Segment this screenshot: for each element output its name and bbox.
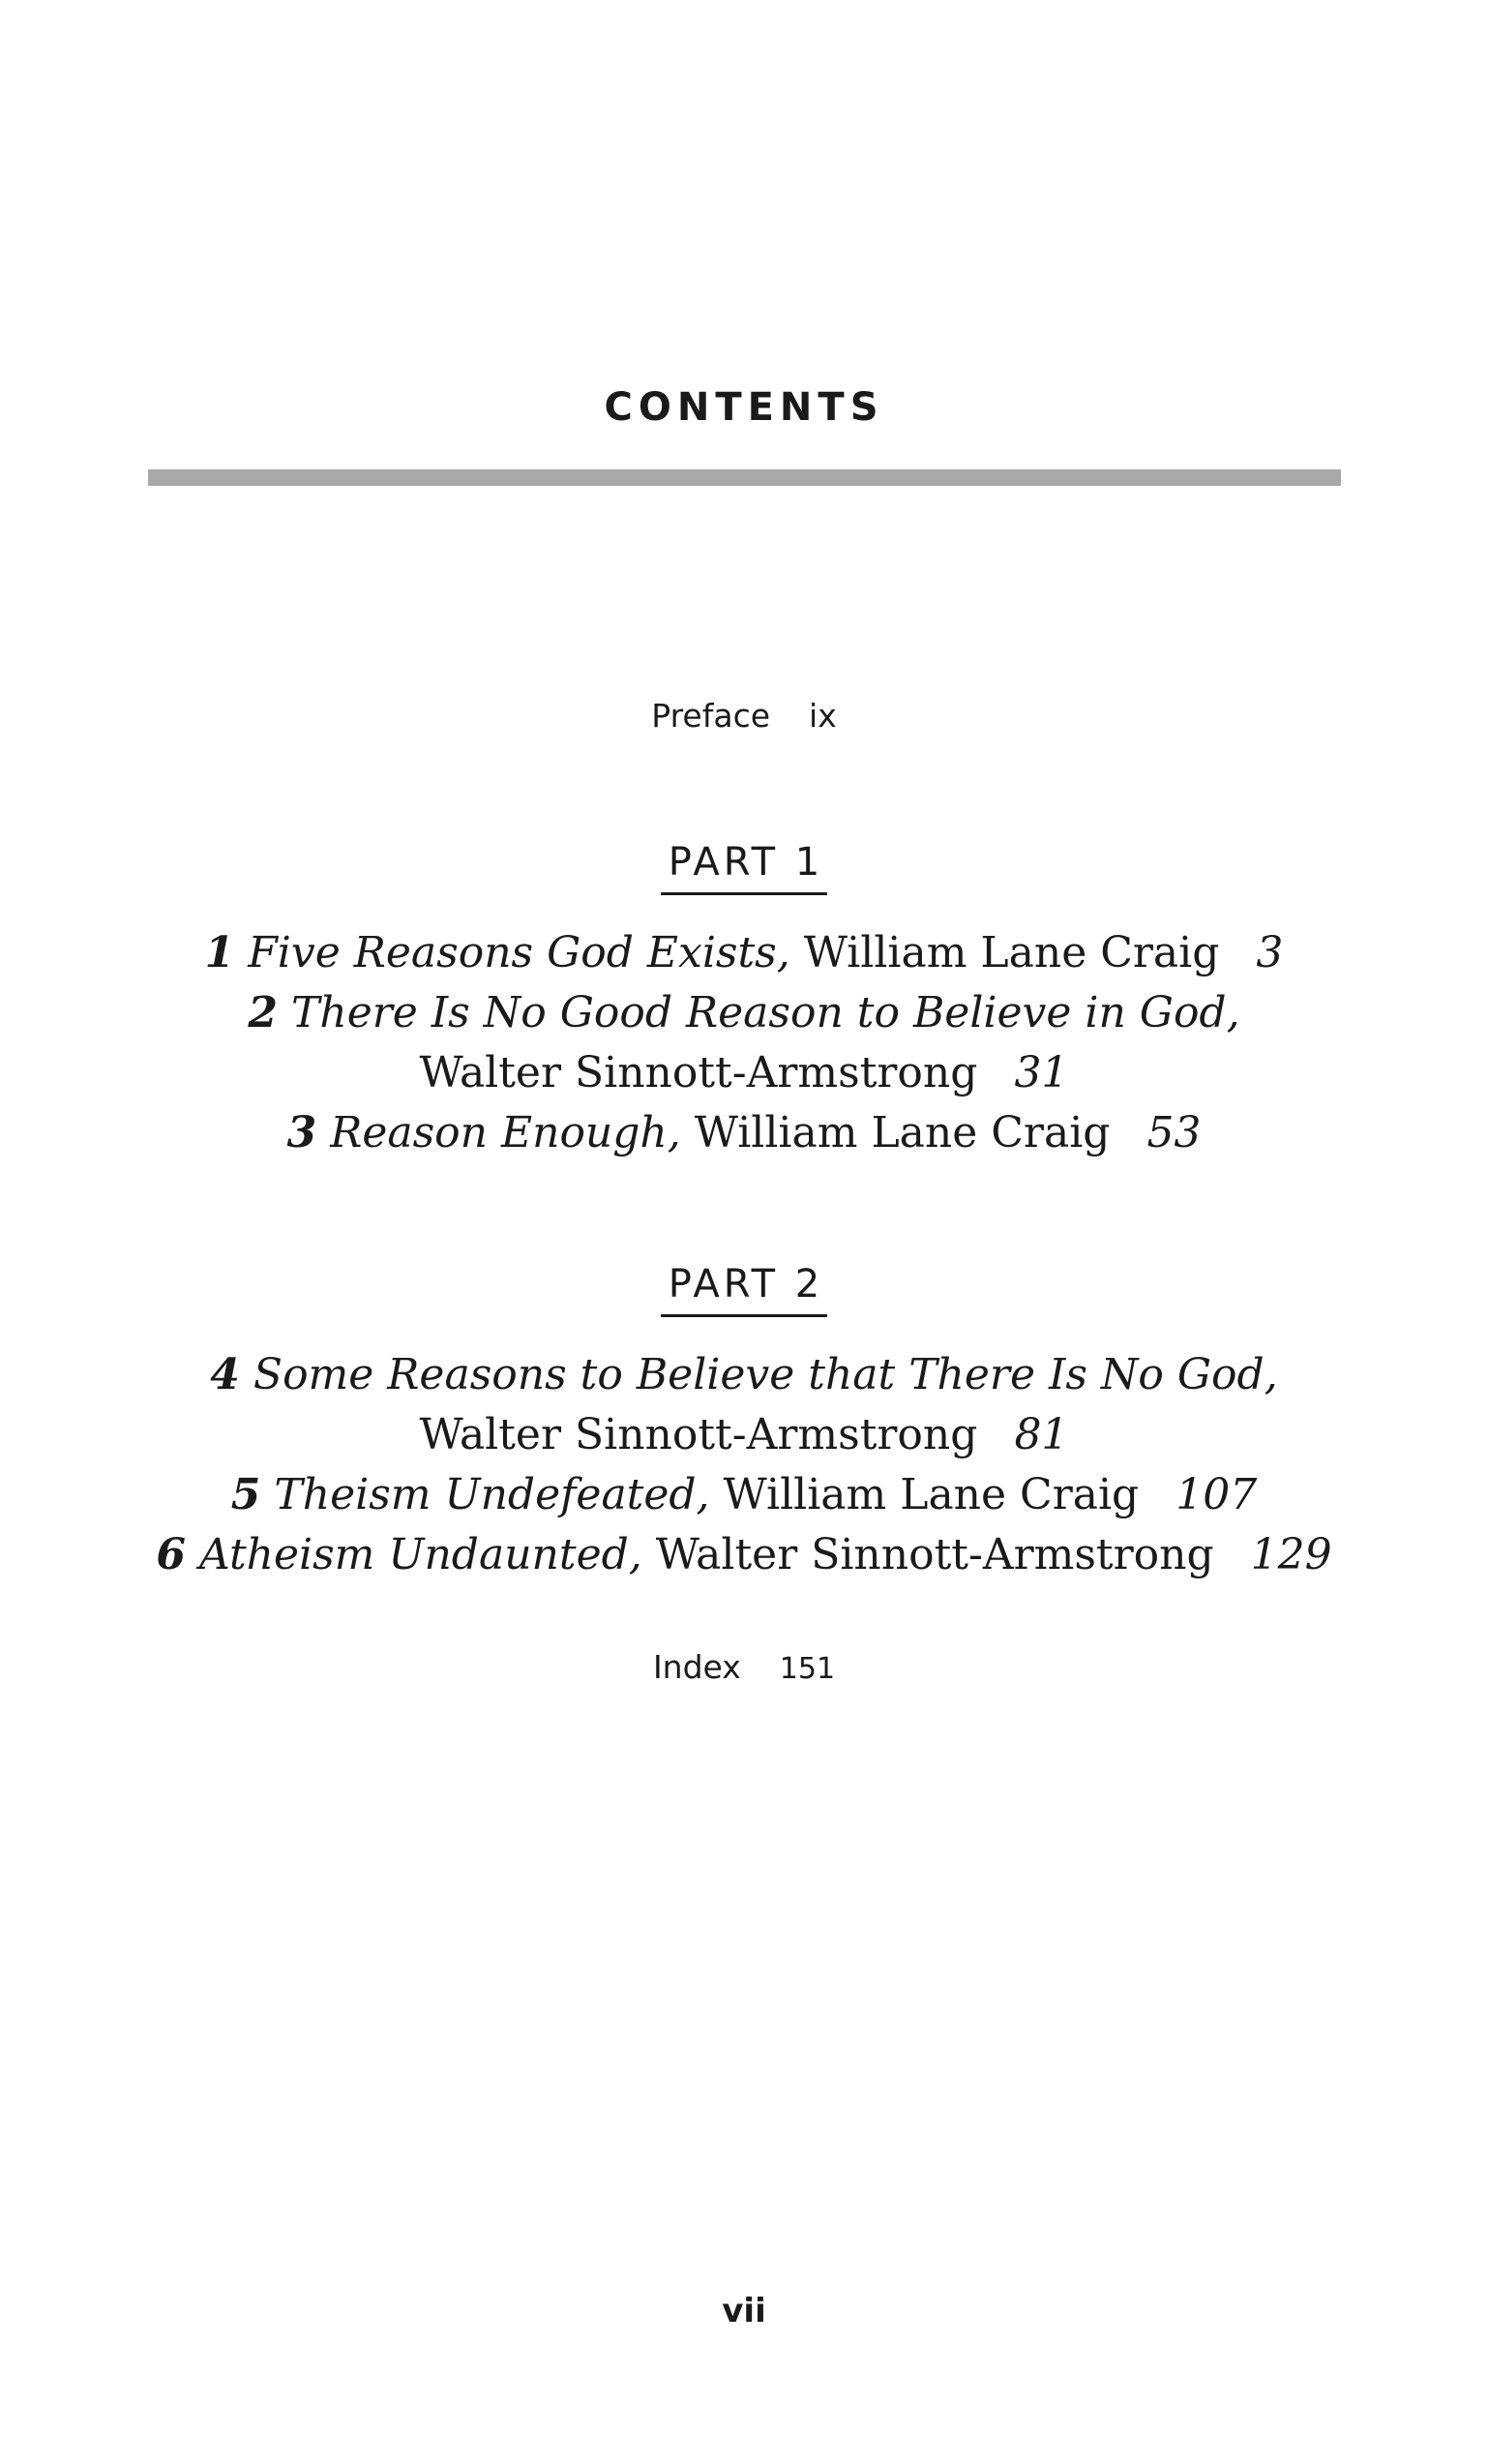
toc-entry-chapter-2	[0, 983, 1488, 1043]
toc-entry-index	[0, 1648, 1488, 1686]
preface-label: Preface	[651, 697, 771, 735]
chapter-number: 6	[156, 1530, 186, 1579]
chapter-title: Five Reasons God Exists,	[248, 928, 790, 977]
chapter-page: 129	[1250, 1530, 1332, 1579]
toc-entry-chapter-1	[0, 923, 1488, 983]
chapter-page: 81	[1014, 1410, 1069, 1459]
toc-entry-chapter-5	[0, 1465, 1488, 1525]
chapter-title: Atheism Undaunted,	[198, 1530, 642, 1579]
chapter-number: 4	[210, 1350, 240, 1399]
chapter-number: 1	[204, 928, 235, 977]
chapter-number: 2	[248, 988, 279, 1037]
chapter-page: 107	[1176, 1470, 1258, 1519]
index-page: 151	[779, 1652, 836, 1686]
preface-page: ix	[809, 697, 837, 735]
index-label: Index	[652, 1648, 741, 1686]
heading-rule	[148, 469, 1341, 486]
part-heading-2	[0, 1262, 1488, 1317]
chapter-author: William Lane Craig	[723, 1470, 1140, 1519]
part-heading-1	[0, 840, 1488, 895]
chapter-title: Theism Undefeated,	[274, 1470, 710, 1519]
chapter-number: 3	[286, 1108, 317, 1157]
chapter-page: 31	[1014, 1048, 1069, 1097]
chapter-page: 3	[1256, 928, 1284, 977]
chapter-author: Walter Sinnott-Armstrong	[655, 1530, 1214, 1579]
toc-entry-chapter-6	[0, 1525, 1488, 1585]
page-number: vii	[722, 2292, 766, 2330]
chapter-author: Walter Sinnott-Armstrong	[419, 1048, 978, 1097]
toc-entry-chapter-4	[0, 1345, 1488, 1405]
part-2-label: PART 2	[661, 1262, 827, 1317]
chapter-author: William Lane Craig	[803, 928, 1220, 977]
chapter-title: Reason Enough,	[330, 1108, 681, 1157]
toc-entry-chapter-3	[0, 1103, 1488, 1163]
chapter-title: There Is No Good Reason to Believe in God,	[291, 988, 1240, 1037]
chapter-page: 53	[1146, 1108, 1202, 1157]
contents-heading: CONTENTS	[604, 385, 884, 430]
chapter-title: Some Reasons to Believe that There Is No God,	[253, 1350, 1278, 1399]
chapter-author: Walter Sinnott-Armstrong	[419, 1410, 978, 1459]
chapter-author: William Lane Craig	[694, 1108, 1111, 1157]
toc-entry-chapter-4-author-line	[0, 1405, 1488, 1465]
chapter-number: 5	[230, 1470, 261, 1519]
toc-entry-preface	[0, 697, 1488, 735]
part-1-label: PART 1	[661, 840, 827, 895]
toc-entry-chapter-2-author-line	[0, 1043, 1488, 1103]
